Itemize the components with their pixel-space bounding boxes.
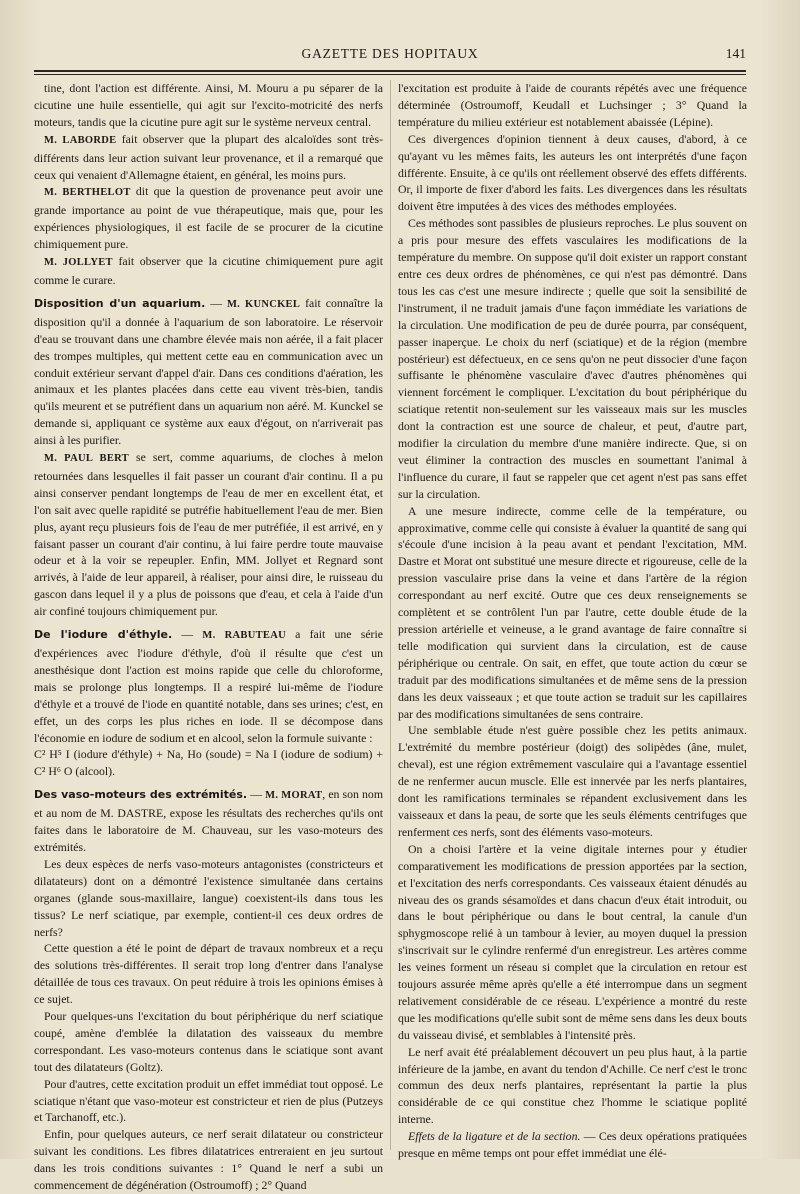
- paragraph: [34, 1076, 383, 1127]
- paragraph: Disposition d'un aquarium. — M. KUNCKEL fait connaître la disposition qu'il a donnée à l'aquarium de son laboratoire. Le réservoir d'eau se trouvant dans une chambre élevée mais non aérée, il a fait placer des trompes multiples, qui mettent cette eau en communication avec un conduit extérieur servant d'appel d'air. Dans ces conditions d'aération, les animaux et les plantes placées dans cette eau vivent très-bien, tandis qu'ils meurent et se putréfient dans un aquarium non aéré. M. Kunckel se demande si, appliquant ce système aux eaux d'égout, on n'arriverait pas ainsi à les purifier.: [34, 295, 384, 448]
- paragraph-text: A une mesure indirecte, comme celle de la température, ou approximative, comme celle qui consiste à évaluer la quantité de sang qui s'écoule d'une incision à la peau avant et pendant l'excitation, MM. Dastre et Morat ont substitué une mesure directe et rigoureuse, celle de la pression vasculaire prise dans la veine et dans l'artère de la région correspondant au nerf excité. Outre que ces deux renseignements se complètent et se contrôlent l'un par l'autre, cette double étude de la pression artérielle et veineuse, a le grand avantage de faire connaître si telle modification qui survient dans la circulation, est de cause périphérique ou centrale. On sait, en effet, que toute action du cœur se traduit par des modifications simultanées et de même sens de la pression dans les deux vaisseaux ; et que toute action se traduit sur les capillaires par des modifications simultanées de sens contraire.: [398, 503, 747, 721]
- paragraph: [34, 449, 383, 620]
- speaker-name: M. MORAT: [265, 790, 323, 802]
- paragraph: [34, 856, 383, 941]
- left-column: [34, 80, 384, 1193]
- header-rule-thin: [34, 74, 746, 75]
- formula-text: C² H⁵ I (iodure d'éthyle) + Na, Ho (soude) = Na I (iodure de sodium) + C² H⁶ O (alcool).: [34, 747, 383, 779]
- paragraph: [398, 503, 747, 723]
- paragraph-text: Pour quelques-uns l'excitation du bout périphérique du nerf sciatique coupé, amène d'emblée la dilatation des vaisseaux du membre correspondant. Les vaso-moteurs contenus dans le sciatique sont avant tout des dilatateurs (Goltz).: [34, 1009, 383, 1074]
- paragraph-text: fait observer que la plupart des alcaloïdes sont très-différents dans leur action suivant leur provenance, et il a remarqué que ceux qui venaient d'Allemagne étaient, en général, les moins purs.: [34, 131, 384, 182]
- paragraph-text: Ces divergences d'opinion tiennent à deux causes, d'abord, à ce qu'ayant vu les mêmes faits, les auteurs les ont interprétés d'une façon différente. Ensuite, à ce qu'ils ont réellement observé des effets différents. Or, il importe de fixer d'abord les faits. Les divergences dans les résultats doivent être imputées à des vices des méthodes employées.: [398, 131, 747, 214]
- column-divider: [390, 80, 391, 1150]
- section-heading: Des vaso-moteurs des extrémités.: [34, 788, 248, 802]
- paragraph: [398, 841, 747, 1044]
- paragraph-text: Pour d'autres, cette excitation produit un effet immédiat tout opposé. Le sciatique n'étant que vaso-moteur est constricteur et rien de plus (Putzeys et Tarchanoff, etc.).: [34, 1076, 383, 1125]
- paragraph-text: l'excitation est produite à l'aide de courants répétés avec une fréquence déterminée (Ostroumoff, Keudall et Luchsinger ; 3° Quand la température du milieu extérieur est notablement abaissée (Lépine).: [398, 81, 747, 129]
- paragraph: [34, 80, 383, 131]
- paragraph-text: — Ces deux opérations pratiquées presque en même temps ont pour effet immédiat une élé-: [398, 1129, 747, 1161]
- page-number: 141: [725, 46, 746, 61]
- chemical-formula: [34, 746, 383, 780]
- paragraph-text: Ces méthodes sont passibles de plusieurs reproches. Le plus souvent on a pris pour mesure des effets vasculaires les modifications de la température du membre. On suppose qu'il doit exister un rapport constant entre ces deux ordres de phénomènes, ce qui n'est pas démontré. Dans tous les cas c'est une mesure indirecte ; quelle que soit la sensibilité de l'instrument, il ne traduit jamais d'une façon immédiate les variations de la circulation. Une modification de peu de durée pourra, par conséquent, passer inaperçue. Le choix du nerf (sciatique) et de la région (membre postérieur) est défectueux, en ce sens qu'on ne peut dissocier d'une façon suffisante le phénomène vasculaire d'avec d'autres phénomènes qui viennent forcément le compliquer. L'excitation du bout périphérique du sciatique retentit non-seulement sur les vaisseaux mais sur les muscles dont la contraction est une source de chaleur, et peut, d'autre part, modifier la circulation du membre d'une manière indirecte. Que, si on veut éliminer la contraction des muscles en soumettant l'animal à l'influence du curare, il faut se rappeler que cet agent n'est pas sans effet sur la circulation.: [398, 216, 747, 501]
- paragraph: [398, 80, 747, 131]
- paragraph: [34, 253, 383, 289]
- speaker-name: M. BERTHELOT: [44, 187, 131, 199]
- subheading-italic: Effets de la ligature et de la section.: [408, 1129, 581, 1144]
- paragraph-text: Enfin, pour quelques auteurs, ce nerf serait dilatateur ou constricteur suivant les conditions. Les fibres dilatatrices entreraient en jeu surtout dans les trois conditions suivantes : 1° Quand le nerf a subi un commencement de dégénération (Ostroumoff) ; 2° Quand: [34, 1127, 383, 1193]
- paragraph-text: dit que la question de provenance peut avoir une grande importance au point de vue thérapeutique, mais que, pour les expériences physiologiques, il est facile de se procurer de la cicutine chimiquement pure.: [34, 184, 383, 252]
- paragraph-text: fait connaître la disposition qu'il a donnée à l'aquarium de son laboratoire. Le réservoir d'eau se trouvant dans une chambre élevée mais non aérée, il a fait placer des trompes multiples, qui mettent cette eau en communication avec un conduit extérieur servant d'appel d'air. Dans ces conditions d'aération, les animaux et les plantes placées dans cette eau vivent très-bien, tandis qu'ils meurent et se putréfient dans un aquarium non aéré. M. Kunckel se demande si, appliquant ce système aux eaux d'égout, on n'arriverait pas ainsi à les purifier.: [34, 295, 384, 448]
- paragraph-text: a fait une série d'expériences avec l'iodure d'éthyle, d'où il résulte que c'est un anesthésique dont l'action est moins rapide que celle du chloroforme, mais se prolonge plus longtemps. Il a respiré lui-même de l'iodure d'éthyle et a trouvé de l'iode en quantité notable, dans ses urines; c'est, en effet, un des corps les plus riches en iode. Il se décompose dans l'économie en iodure de sodium et en alcool, selon la formule suivante :: [34, 627, 383, 745]
- paragraph-text: tine, dont l'action est différente. Ainsi, M. Mouru a pu séparer de la cicutine une huile essentielle, qui agit sur l'excito-motricité des nerfs moteurs, tandis que la cicutine pure agit sur le système nerveux central.: [34, 81, 383, 129]
- speaker-name: M. KUNCKEL: [226, 298, 301, 310]
- paragraph: [398, 1128, 747, 1162]
- paragraph: De l'iodure d'éthyle. — M. RABUTEAU a fait une série d'expériences avec l'iodure d'éthyle, d'où il résulte que c'est un anesthésique dont l'action est moins rapide que celle du chloroforme, mais se prolonge plus longtemps. Il a respiré lui-même de l'iodure d'éthyle et a trouvé de l'iode en quantité notable, dans ses urines; c'est, en effet, un des corps les plus riches en iode. Il se décompose dans l'économie en iodure de sodium et en alcool, selon la formule suivante :: [34, 627, 383, 745]
- paragraph: [34, 1008, 383, 1076]
- paragraph: Des vaso-moteurs des extrémités. — M. MORAT, en son nom et au nom de M. DASTRE, expose les résultats des recherches qu'ils ont faites dans le laboratoire de M. Chauveau, sur les vaso-moteurs des extrémités.: [34, 787, 383, 854]
- paragraph-text: On a choisi l'artère et la veine digitale internes pour y étudier comparativement les modifications de pression apportées par la section, et l'excitation des nerfs correspondants. Ces vaisseaux étaient dénudés au niveau des os grands sésamoïdes et dans chacun d'eux était introduit, ou dans le bout périphérique ou dans le bout central, la canule d'un sphygmoscope relié à un tambour à levier, au moyen duquel la pression s'inscrivait sur le cylindre renfermé d'un enregistreur. Les artères comme les veines forment un réseau si complet que la circulation en retour est toujours assurée même après qu'elle a été interrompue dans un segment relativement considérable de ce réseau. L'expérience a montré du reste que les modifications qu'elle subit sont de même sens dans les deux bouts du vaisseau divisé, et semblables à l'intensité près.: [398, 841, 747, 1042]
- page-header: [34, 44, 746, 64]
- section-heading: De l'iodure d'éthyle.: [34, 628, 173, 642]
- paragraph: [34, 940, 383, 1008]
- publication-title: GAZETTE DES HOPITAUX: [301, 46, 479, 61]
- paragraph-text: Une semblable étude n'est guère possible chez les petits animaux. L'extrémité du membre postérieur (doigt) des solipèdes (âne, mulet, cheval), est une région extrêmement vasculaire qui a l'avantage essentiel de ne renfermer aucun muscle. Elle est innervée par les nerfs plantaires, dont les ramifications terminales se répandent exclusivement dans les vaisseaux et dans la peau, de sorte que les seuls éléments centrifuges que renferment ces nerfs, sont des éléments vaso-moteurs.: [398, 723, 747, 839]
- paragraph: [34, 131, 383, 184]
- right-column: [398, 80, 747, 1161]
- paragraph: [398, 131, 747, 216]
- paragraph-text: se sert, comme aquariums, de cloches à melon retournées dans lesquelles il fait passer un courant d'air continu. Il a pu ainsi conserver pendant longtemps de l'eau de mer en excellent état, et l'on sait avec quelle rapidité se putréfie habituellement l'eau de mer. Bien plus, ayant reçu plusieurs fois de l'eau de mer putréfiée, il est arrivé, en y faisant passer un courant d'air continu, à lui faire perdre toute mauvaise odeur et à la voir se repeupler. Enfin, MM. Jollyet et Regnard sont arrivés, à l'aide de leur appareil, à réaliser, pour ainsi dire, le ruisseau du gascon dans lequel il y a plus de poissons que d'eau, et cela à l'aide d'un air confiné toujours chimiquement pur.: [34, 450, 383, 619]
- paragraph-text: Les deux espèces de nerfs vaso-moteurs antagonistes (constricteurs et dilatateurs) dont on a démontré l'existence simultanée dans certains organes (glande sous-maxillaire, langue) coexistent-ils dans tous les tissus? Le nerf sciatique, par exemple, contient-il ces deux ordres de nerfs?: [34, 856, 383, 939]
- section-heading: Disposition d'un aquarium.: [34, 296, 206, 310]
- speaker-name: M. JOLLYET: [44, 257, 113, 269]
- paragraph-text: fait observer que la cicutine chimiquement pure agit comme le curare.: [34, 254, 383, 287]
- paragraph: [34, 183, 383, 253]
- paragraph: [398, 1044, 747, 1129]
- paragraph: [34, 1126, 383, 1194]
- paragraph-text: , en son nom et au nom de M. DASTRE, expose les résultats des recherches qu'ils ont faites dans le laboratoire de M. Chauveau, sur les vaso-moteurs des extrémités.: [34, 787, 383, 854]
- paragraph: [398, 215, 747, 502]
- paragraph: [398, 722, 747, 840]
- speaker-name: M. PAUL BERT: [44, 453, 129, 465]
- speaker-name: M. LABORDE: [44, 134, 117, 146]
- paragraph-text: Le nerf avait été préalablement découvert un peu plus haut, à la partie inférieure de la jambe, en avant du tendon d'Achille. Ce nerf c'est le tronc commun des deux nerfs plantaires, représentant la partie la plus considérable de ce qui constitue chez l'homme le sciatique poplité interne.: [398, 1044, 747, 1127]
- speaker-name: M. RABUTEAU: [202, 630, 286, 642]
- paragraph-text: Cette question a été le point de départ de travaux nombreux et a reçu des solutions très-différentes. Il serait trop long d'entrer dans l'analyse détaillée de tous ces travaux. On peut réduire à trois les opinions émises à ce sujet.: [34, 941, 383, 1007]
- header-rule-thick: [34, 70, 746, 72]
